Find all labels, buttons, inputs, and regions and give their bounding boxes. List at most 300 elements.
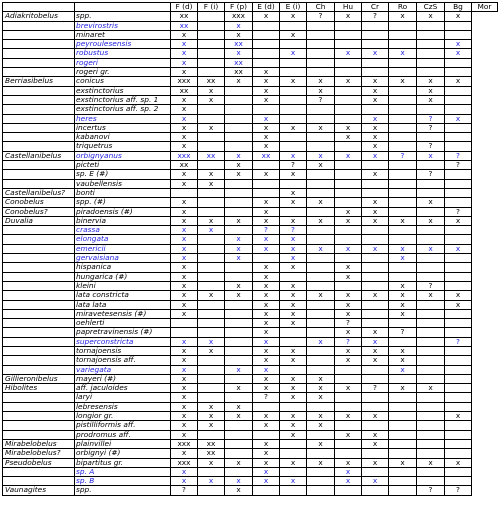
occurrence-cell: x (198, 412, 225, 421)
species-cell: bonti (75, 188, 171, 197)
occurrence-cell: x (280, 458, 307, 467)
occurrence-cell (389, 402, 417, 411)
occurrence-cell (225, 328, 253, 337)
table-body (3, 12, 498, 495)
occurrence-cell (335, 281, 362, 290)
table-row (3, 244, 498, 253)
occurrence-cell: x (335, 458, 362, 467)
occurrence-cell: x (253, 170, 280, 179)
table-row (3, 235, 498, 244)
occurrence-cell: x (225, 281, 253, 290)
table-row (3, 161, 498, 170)
occurrence-cell (335, 170, 362, 179)
occurrence-cell (198, 30, 225, 39)
occurrence-cell (417, 161, 445, 170)
table-row (3, 300, 498, 309)
occurrence-cell: ? (417, 170, 445, 179)
occurrence-cell: x (253, 439, 280, 448)
occurrence-cell (225, 198, 253, 207)
occurrence-cell: x (171, 337, 198, 346)
occurrence-cell (417, 365, 445, 374)
species-cell: prodromus aff. (75, 430, 171, 439)
occurrence-cell (417, 393, 445, 402)
occurrence-cell (225, 374, 253, 383)
occurrence-cell: x (417, 86, 445, 95)
occurrence-cell (307, 133, 335, 142)
occurrence-cell (335, 114, 362, 123)
occurrence-cell: x (225, 402, 253, 411)
occurrence-cell: x (307, 291, 335, 300)
occurrence-cell: x (362, 49, 389, 58)
species-cell: lata lata (75, 300, 171, 309)
occurrence-cell: x (253, 337, 280, 346)
occurrence-cell: xxx (225, 12, 253, 21)
genus-cell (3, 179, 75, 188)
occurrence-cell: x (389, 458, 417, 467)
species-cell: sp. E (#) (75, 170, 171, 179)
occurrence-cell (445, 319, 472, 328)
occurrence-cell: x (280, 216, 307, 225)
occurrence-cell (417, 467, 445, 476)
occurrence-cell: x (171, 430, 198, 439)
occurrence-cell: x (171, 421, 198, 430)
table-row (3, 346, 498, 355)
occurrence-cell: x (389, 216, 417, 225)
occurrence-cell (335, 40, 362, 49)
occurrence-cell: x (280, 300, 307, 309)
occurrence-cell (280, 328, 307, 337)
occurrence-cell: x (280, 430, 307, 439)
genus-cell (3, 21, 75, 30)
occurrence-cell (362, 68, 389, 77)
occurrence-cell: x (171, 49, 198, 58)
occurrence-cell: x (362, 207, 389, 216)
occurrence-cell (280, 486, 307, 495)
occurrence-cell (362, 188, 389, 197)
table-row (3, 281, 498, 290)
table-row (3, 486, 498, 495)
occurrence-cell: x (335, 467, 362, 476)
occurrence-cell: ? (445, 207, 472, 216)
table-row (3, 133, 498, 142)
genus-cell: Mirabelobelus? (3, 449, 75, 458)
occurrence-cell: x (389, 77, 417, 86)
occurrence-cell (198, 356, 225, 365)
occurrence-cell (335, 421, 362, 430)
occurrence-cell (335, 235, 362, 244)
occurrence-cell (389, 198, 417, 207)
occurrence-cell (307, 365, 335, 374)
genus-cell (3, 412, 75, 421)
occurrence-cell (253, 30, 280, 39)
occurrence-cell: x (362, 244, 389, 253)
occurrence-cell (198, 384, 225, 393)
occurrence-cell: x (389, 254, 417, 263)
occurrence-cell: xx (198, 151, 225, 160)
occurrence-cell: x (171, 346, 198, 355)
occurrence-cell: x (253, 449, 280, 458)
genus-cell (3, 346, 75, 355)
occurrence-cell (335, 58, 362, 67)
occurrence-cell (225, 393, 253, 402)
genus-cell (3, 421, 75, 430)
genus-cell (3, 365, 75, 374)
occurrence-cell (307, 207, 335, 216)
occurrence-cell (307, 263, 335, 272)
occurrence-cell: x (171, 291, 198, 300)
occurrence-cell: ? (280, 161, 307, 170)
occurrence-cell (445, 281, 472, 290)
occurrence-cell (307, 58, 335, 67)
occurrence-cell: x (307, 123, 335, 132)
occurrence-cell (307, 486, 335, 495)
occurrence-cell (389, 449, 417, 458)
occurrence-cell: x (171, 263, 198, 272)
occurrence-cell (253, 40, 280, 49)
occurrence-cell: x (280, 412, 307, 421)
occurrence-cell (389, 412, 417, 421)
occurrence-cell (445, 374, 472, 383)
occurrence-cell: x (253, 272, 280, 281)
occurrence-cell (280, 272, 307, 281)
occurrence-cell: x (171, 30, 198, 39)
genus-cell (3, 235, 75, 244)
occurrence-cell: x (225, 486, 253, 495)
occurrence-cell (225, 226, 253, 235)
species-cell: rogeri gr. (75, 68, 171, 77)
occurrence-cell (253, 254, 280, 263)
occurrence-cell: x (362, 337, 389, 346)
occurrence-cell: ? (280, 226, 307, 235)
occurrence-cell (389, 142, 417, 151)
occurrence-cell: x (335, 356, 362, 365)
header-species (75, 3, 171, 12)
occurrence-cell: x (445, 49, 472, 58)
species-cell: aff. jaculoides (75, 384, 171, 393)
occurrence-cell (307, 40, 335, 49)
occurrence-cell: x (362, 477, 389, 486)
occurrence-cell: x (171, 142, 198, 151)
occurrence-cell (417, 254, 445, 263)
occurrence-cell: ? (335, 319, 362, 328)
genus-cell (3, 170, 75, 179)
occurrence-cell (253, 21, 280, 30)
occurrence-cell: ? (445, 161, 472, 170)
occurrence-cell: x (335, 300, 362, 309)
table-row (3, 291, 498, 300)
table-row (3, 179, 498, 188)
occurrence-cell (445, 235, 472, 244)
occurrence-cell: x (253, 133, 280, 142)
occurrence-cell: x (225, 254, 253, 263)
occurrence-cell (225, 133, 253, 142)
occurrence-cell: x (335, 346, 362, 355)
genus-cell (3, 272, 75, 281)
occurrence-cell: x (280, 151, 307, 160)
header-e-d: E (d) (253, 3, 280, 12)
genus-cell (3, 328, 75, 337)
occurrence-cell (389, 226, 417, 235)
genus-cell (3, 309, 75, 318)
header-f-d: F (d) (171, 3, 198, 12)
occurrence-cell (445, 142, 472, 151)
occurrence-cell (362, 21, 389, 30)
occurrence-cell (362, 421, 389, 430)
genus-cell: Vaunagites (3, 486, 75, 495)
genus-cell: Castellanibelus? (3, 188, 75, 197)
species-cell: laryi (75, 393, 171, 402)
genus-cell: Mirabelobelus (3, 439, 75, 448)
species-cell: lata constricta (75, 291, 171, 300)
occurrence-cell: x (307, 198, 335, 207)
occurrence-cell (389, 374, 417, 383)
occurrence-cell (335, 439, 362, 448)
table-row (3, 12, 498, 21)
occurrence-cell: x (253, 68, 280, 77)
species-cell: peyroulesensis (75, 40, 171, 49)
occurrence-cell: x (253, 356, 280, 365)
table-row (3, 309, 498, 318)
occurrence-cell: x (171, 58, 198, 67)
occurrence-cell: x (171, 133, 198, 142)
species-cell: lebresensis (75, 402, 171, 411)
occurrence-cell: x (225, 235, 253, 244)
occurrence-cell (417, 272, 445, 281)
occurrence-cell (198, 21, 225, 30)
occurrence-cell: x (198, 402, 225, 411)
occurrence-cell: ? (417, 123, 445, 132)
occurrence-cell: x (171, 393, 198, 402)
occurrence-cell: xx (198, 77, 225, 86)
occurrence-cell (417, 179, 445, 188)
genus-cell (3, 40, 75, 49)
occurrence-cell (445, 328, 472, 337)
occurrence-cell (362, 467, 389, 476)
occurrence-cell (198, 105, 225, 114)
occurrence-cell: x (335, 272, 362, 281)
occurrence-cell (362, 374, 389, 383)
occurrence-cell (417, 449, 445, 458)
occurrence-cell: x (225, 170, 253, 179)
occurrence-cell (171, 328, 198, 337)
occurrence-cell (445, 393, 472, 402)
table-row (3, 356, 498, 365)
occurrence-cell: x (171, 477, 198, 486)
header-czs: CzS (417, 3, 445, 12)
species-cell: incertus (75, 123, 171, 132)
occurrence-cell (198, 244, 225, 253)
occurrence-cell: x (198, 337, 225, 346)
occurrence-cell (253, 179, 280, 188)
occurrence-cell (362, 40, 389, 49)
occurrence-cell (362, 365, 389, 374)
occurrence-cell: x (389, 12, 417, 21)
table-row (3, 467, 498, 476)
occurrence-cell (198, 58, 225, 67)
genus-cell: Adiakritobelus (3, 12, 75, 21)
occurrence-cell (389, 235, 417, 244)
occurrence-cell (362, 281, 389, 290)
table-row (3, 365, 498, 374)
table-row (3, 58, 498, 67)
occurrence-cell (307, 281, 335, 290)
occurrence-cell (225, 467, 253, 476)
occurrence-cell (362, 449, 389, 458)
table-row (3, 449, 498, 458)
occurrence-cell: x (253, 198, 280, 207)
occurrence-cell (198, 486, 225, 495)
species-cell: hungarica (#) (75, 272, 171, 281)
table-row (3, 263, 498, 272)
occurrence-cell (225, 123, 253, 132)
table-row (3, 402, 498, 411)
occurrence-cell: x (445, 412, 472, 421)
occurrence-cell: x (198, 86, 225, 95)
table-row (3, 477, 498, 486)
occurrence-cell: xx (198, 449, 225, 458)
occurrence-cell: x (445, 114, 472, 123)
occurrence-cell (307, 402, 335, 411)
genus-cell (3, 49, 75, 58)
occurrence-cell (389, 467, 417, 476)
occurrence-cell: ? (445, 151, 472, 160)
occurrence-cell: x (171, 356, 198, 365)
occurrence-cell (445, 272, 472, 281)
occurrence-cell: x (171, 467, 198, 476)
occurrence-cell (253, 105, 280, 114)
occurrence-cell: x (253, 123, 280, 132)
occurrence-cell (362, 319, 389, 328)
occurrence-cell: x (198, 477, 225, 486)
occurrence-cell (225, 188, 253, 197)
occurrence-cell: ? (417, 486, 445, 495)
occurrence-cell (445, 384, 472, 393)
occurrence-cell: x (362, 291, 389, 300)
header-e-i: E (i) (280, 3, 307, 12)
occurrence-cell: x (307, 412, 335, 421)
occurrence-cell (335, 142, 362, 151)
occurrence-cell: x (335, 123, 362, 132)
occurrence-cell (280, 207, 307, 216)
genus-cell (3, 467, 75, 476)
occurrence-cell (445, 439, 472, 448)
occurrence-cell (445, 430, 472, 439)
occurrence-cell: x (389, 346, 417, 355)
occurrence-cell: x (225, 161, 253, 170)
occurrence-cell (307, 467, 335, 476)
occurrence-cell (417, 133, 445, 142)
table-row (3, 30, 498, 39)
occurrence-cell: x (253, 458, 280, 467)
occurrence-cell (335, 402, 362, 411)
occurrence-cell (389, 133, 417, 142)
occurrence-cell: ? (171, 486, 198, 495)
header-genus (3, 3, 75, 12)
occurrence-cell (225, 207, 253, 216)
table-row (3, 68, 498, 77)
occurrence-cell (417, 356, 445, 365)
table-row (3, 328, 498, 337)
occurrence-cell (307, 21, 335, 30)
occurrence-cell (280, 40, 307, 49)
occurrence-cell: x (225, 151, 253, 160)
occurrence-cell: ? (445, 337, 472, 346)
distribution-table-container (2, 2, 498, 496)
occurrence-cell: x (225, 365, 253, 374)
occurrence-cell: x (335, 244, 362, 253)
occurrence-cell: x (280, 170, 307, 179)
occurrence-cell (335, 86, 362, 95)
occurrence-cell: x (417, 95, 445, 104)
occurrence-cell (225, 272, 253, 281)
occurrence-cell: x (198, 216, 225, 225)
occurrence-cell (445, 263, 472, 272)
species-cell: tornajoensis aff. (75, 356, 171, 365)
occurrence-cell: x (171, 170, 198, 179)
table-row (3, 374, 498, 383)
table-row (3, 142, 498, 151)
occurrence-cell: x (307, 151, 335, 160)
occurrence-cell: x (171, 114, 198, 123)
occurrence-cell: x (225, 384, 253, 393)
occurrence-cell: x (253, 77, 280, 86)
occurrence-cell (389, 337, 417, 346)
species-cell: heres (75, 114, 171, 123)
occurrence-cell (253, 58, 280, 67)
genus-cell (3, 123, 75, 132)
occurrence-cell: x (417, 458, 445, 467)
occurrence-cell: x (253, 281, 280, 290)
occurrence-cell: x (335, 263, 362, 272)
occurrence-cell: x (253, 365, 280, 374)
occurrence-cell (445, 133, 472, 142)
occurrence-cell (335, 393, 362, 402)
occurrence-cell (171, 188, 198, 197)
occurrence-cell: x (362, 86, 389, 95)
occurrence-cell (280, 467, 307, 476)
occurrence-cell: x (280, 198, 307, 207)
occurrence-cell (280, 86, 307, 95)
occurrence-cell: x (335, 291, 362, 300)
occurrence-cell (335, 198, 362, 207)
occurrence-cell (417, 439, 445, 448)
occurrence-cell: ? (389, 151, 417, 160)
occurrence-cell: x (280, 477, 307, 486)
occurrence-cell: x (362, 151, 389, 160)
occurrence-cell (445, 365, 472, 374)
occurrence-cell: x (389, 291, 417, 300)
occurrence-cell (198, 467, 225, 476)
occurrence-cell: x (417, 216, 445, 225)
occurrence-cell (225, 430, 253, 439)
occurrence-cell: x (362, 198, 389, 207)
occurrence-cell: xx (171, 86, 198, 95)
species-cell: sp. B (75, 477, 171, 486)
occurrence-cell (253, 161, 280, 170)
occurrence-cell (417, 309, 445, 318)
occurrence-cell: x (335, 430, 362, 439)
species-cell: exstinctorius aff. sp. 1 (75, 95, 171, 104)
occurrence-cell: x (198, 170, 225, 179)
occurrence-cell: x (280, 235, 307, 244)
species-cell: kabanovi (75, 133, 171, 142)
occurrence-cell: ? (445, 486, 472, 495)
table-row (3, 439, 498, 448)
occurrence-cell: x (171, 216, 198, 225)
occurrence-cell (335, 486, 362, 495)
occurrence-cell: x (362, 458, 389, 467)
occurrence-cell: x (280, 393, 307, 402)
